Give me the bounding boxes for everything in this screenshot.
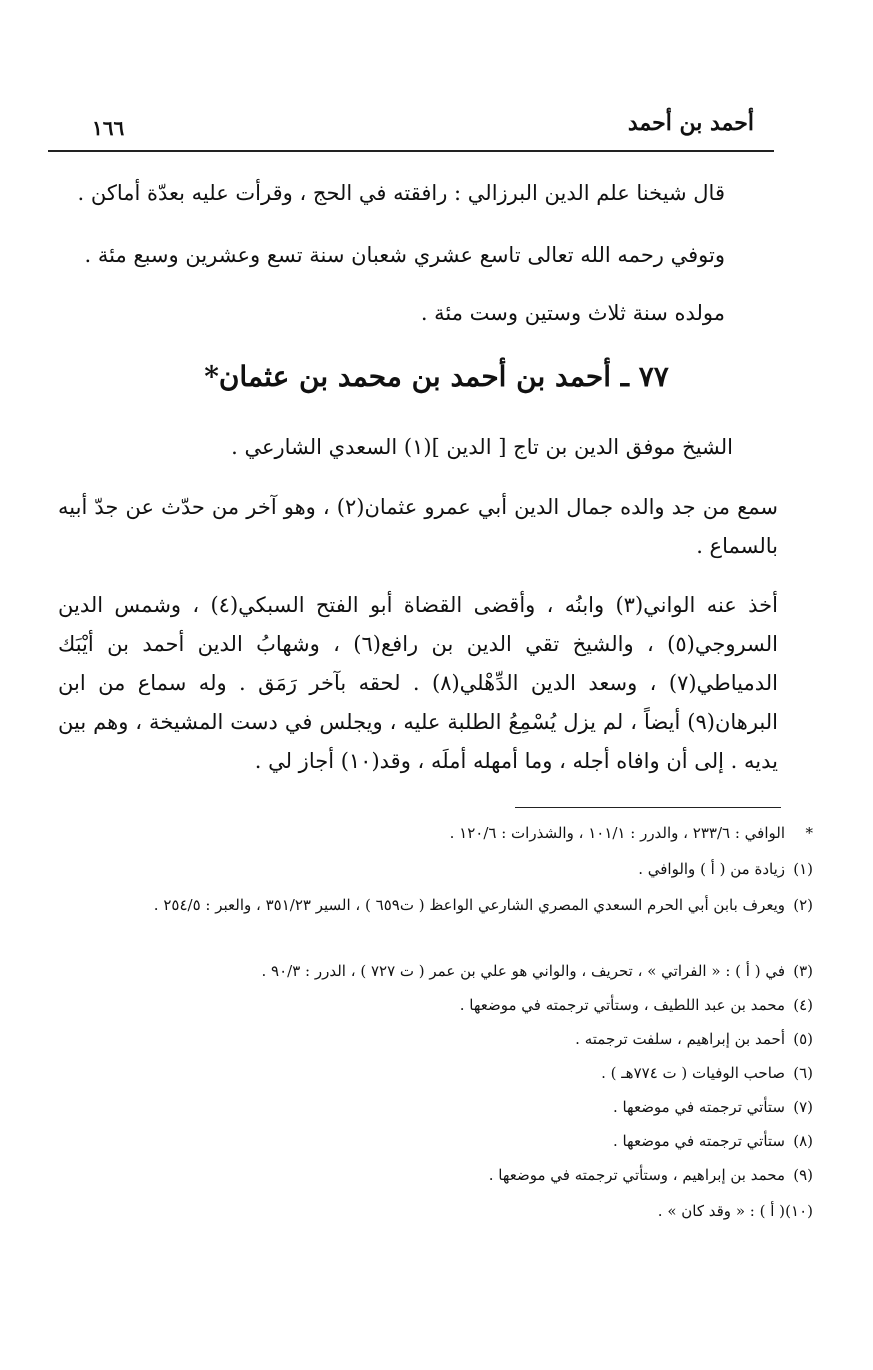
footnote bbox=[55, 960, 813, 982]
footnote-mark: (٨) bbox=[793, 1132, 813, 1150]
intro-line-2: وتوفي رحمه الله تعالى تاسع عشري شعبان سنة تسع وعشرين وسبع مئة . bbox=[84, 243, 725, 267]
footnote-mark: (٢) bbox=[793, 896, 813, 914]
footnote bbox=[55, 1062, 813, 1084]
footnote-text: زيادة من ( أ ) والوافي . bbox=[638, 860, 785, 878]
entry-heading: ٧٧ ـ أحمد بن أحمد بن محمد بن عثمان* bbox=[204, 360, 669, 393]
footnote-mark: (٥) bbox=[793, 1030, 813, 1048]
header-divider bbox=[48, 150, 774, 152]
footnote bbox=[55, 894, 813, 916]
footnote-mark: (١٠) bbox=[785, 1202, 813, 1220]
footnote-text: محمد بن عبد اللطيف ، وستأتي ترجمته في موضعها . bbox=[459, 996, 785, 1014]
footnote-mark: (٤) bbox=[793, 996, 813, 1014]
running-title: أحمد بن أحمد bbox=[627, 110, 754, 136]
footnote-text: صاحب الوفيات ( ت ٧٧٤هـ ) . bbox=[601, 1064, 785, 1082]
footnote bbox=[55, 858, 813, 880]
footnote bbox=[55, 1200, 813, 1222]
footnote-text: ويعرف بابن أبي الحرم السعدي المصري الشارعي الواعظ ( ت٦٥٩ ) ، السير ٣٥١/٢٣ ، والعبر : ٢٥٤/٥ . bbox=[153, 896, 785, 914]
footnote bbox=[55, 1096, 813, 1118]
footnote-mark: (٣) bbox=[793, 962, 813, 980]
intro-line-3: مولده سنة ثلاث وستين وست مئة . bbox=[420, 301, 725, 325]
entry-paragraph-students: أخذ عنه الواني(٣) وابنُه ، وأقضى القضاة أبو الفتح السبكي(٤) ، وشمس الدين السروجي(٥) ، والشيخ تقي الدين بن رافع(٦) ، وشهابُ الدين أحمد بن أيْبَك الدمياطي(٧) ، وسعد الدين الدِّهْلي(٨) . لحقه بآخر رَمَق . وله سماع من ابن البرهان(٩) أيضاً ، لم يزل يُسْمِعُ الطلبة عليه ، ويجلس في دست المشيخة ، وهم بين يديه . إلى أن وافاه أجله ، وما أمهله أملَه ، وقد(١٠) أجاز لي . bbox=[58, 593, 779, 773]
footnote-mark: (٧) bbox=[793, 1098, 813, 1116]
entry-lineage: الشيخ موفق الدين بن تاج [ الدين ](١) السعدي الشارعي . bbox=[231, 435, 733, 459]
page-number: ١٦٦ bbox=[92, 116, 125, 140]
footnote bbox=[55, 1130, 813, 1152]
footnote bbox=[55, 1028, 813, 1050]
footnote-text: الوافي : ٢٣٣/٦ ، والدرر : ١٠١/١ ، والشذرات : ١٢٠/٦ . bbox=[449, 824, 785, 842]
footnote-mark: (٦) bbox=[793, 1064, 813, 1082]
footnote-text: ( أ ) : « وقد كان » . bbox=[657, 1202, 785, 1220]
footnote-text: في ( أ ) : « الفراتي » ، تحريف ، والواني هو علي بن عمر ( ت ٧٢٧ ) ، الدرر : ٩٠/٣ . bbox=[261, 962, 785, 980]
entry-paragraph-hearing: سمع من جد والده جمال الدين أبي عمرو عثمان(٢) ، وهو آخر من حدّث عن جدّ أبيه بالسماع . bbox=[58, 495, 778, 558]
running-header bbox=[48, 110, 754, 150]
intro-line-1: قال شيخنا علم الدين البرزالي : رافقته في الحج ، وقرأت عليه بعدّة أماكن . bbox=[77, 181, 725, 205]
footnote-text: أحمد بن إبراهيم ، سلفت ترجمته . bbox=[575, 1030, 785, 1048]
footnote bbox=[55, 822, 813, 844]
footnote-text: محمد بن إبراهيم ، وستأتي ترجمته في موضعها . bbox=[488, 1166, 785, 1184]
footnote-mark: (١) bbox=[793, 860, 813, 878]
footnote bbox=[55, 1164, 813, 1186]
footnote-mark: * bbox=[805, 824, 813, 842]
footnote-text: ستأتي ترجمته في موضعها . bbox=[612, 1132, 785, 1150]
footnote-mark: (٩) bbox=[793, 1166, 813, 1184]
footnote bbox=[55, 994, 813, 1016]
footnote-text: ستأتي ترجمته في موضعها . bbox=[612, 1098, 785, 1116]
footnotes-divider bbox=[515, 807, 781, 808]
